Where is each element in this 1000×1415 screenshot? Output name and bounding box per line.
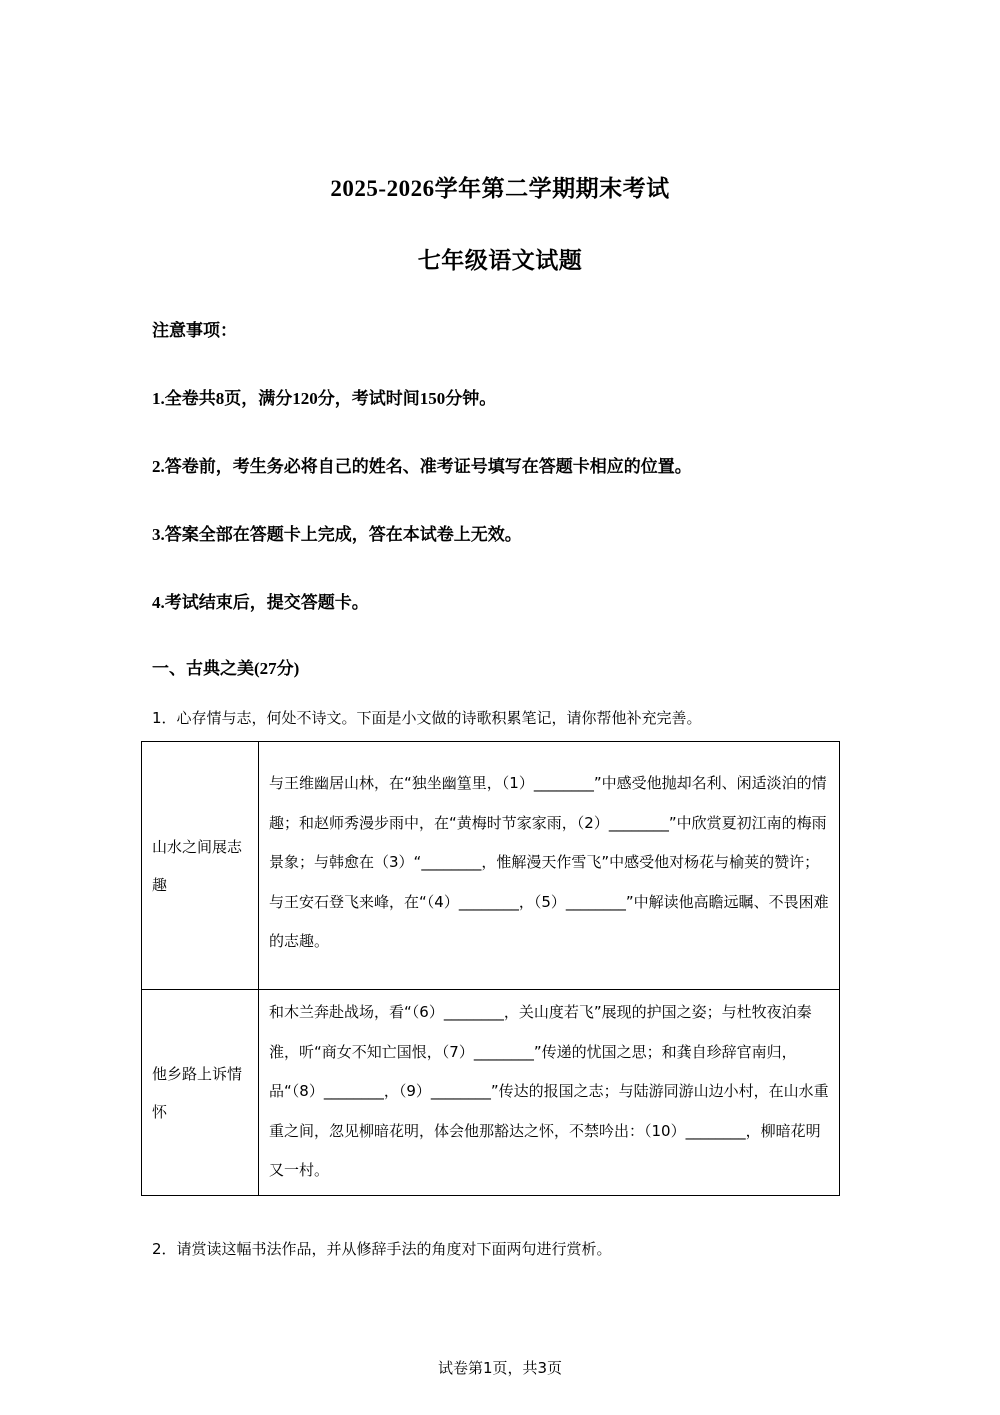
table-row [142,742,840,990]
question-2-prompt: 2．请赏读这幅书法作品，并从修辞手法的角度对下面两句进行赏析。 [152,1240,612,1258]
table-row [142,990,840,1196]
exam-title: 2025-2026学年第二学期期末考试 [330,176,670,201]
notice-item-3: 3.答案全部在答题卡上完成，答在本试卷上无效。 [152,525,522,544]
row-content: 与王维幽居山林，在“独坐幽篁里，（1）________”中感受他抛却名利、闲适淡泊的情趣；和赵师秀漫步雨中，在“黄梅时节家家雨，（2）________”中欣赏夏初江南的梅雨景象；与韩愈在（3）“________，惟解漫天作雪飞”中感受他对杨花与榆荚的赞许；与王安石登飞来峰，在“（4）________，（5）________”中解读他高瞻远瞩、不畏困难的志趣。 [259,742,840,990]
notice-item-1: 1.全卷共8页，满分120分，考试时间150分钟。 [152,389,497,408]
page-footer: 试卷第1页，共3页 [437,1359,563,1377]
poetry-notes-table [141,741,840,1196]
notice-heading: 注意事项： [152,321,237,340]
row-content: 和木兰奔赴战场，看“（6）________，关山度若飞”展现的护国之姿；与杜牧夜泊秦淮，听“商女不知亡国恨，（7）________”传递的忧国之思；和龚自珍辞官南归，品“（8）________，（9）________”传达的报国之志；与陆游同游山边小村，在山水重重之间，忽见柳暗花明，体会他那豁达之怀，不禁吟出：（10）________，柳暗花明又一村。 [259,990,840,1196]
row-category: 他乡路上诉情怀 [142,990,259,1196]
exam-subtitle: 七年级语文试题 [417,248,583,273]
section-heading: 一、古典之美(27分) [152,659,300,678]
row-category: 山水之间展志趣 [142,742,259,990]
notice-item-2: 2.答卷前，考生务必将自己的姓名、准考证号填写在答题卡相应的位置。 [152,457,692,476]
notice-item-4: 4.考试结束后，提交答题卡。 [152,593,369,612]
question-1-prompt: 1．心存情与志，何处不诗文。下面是小文做的诗歌积累笔记，请你帮他补充完善。 [152,709,702,727]
